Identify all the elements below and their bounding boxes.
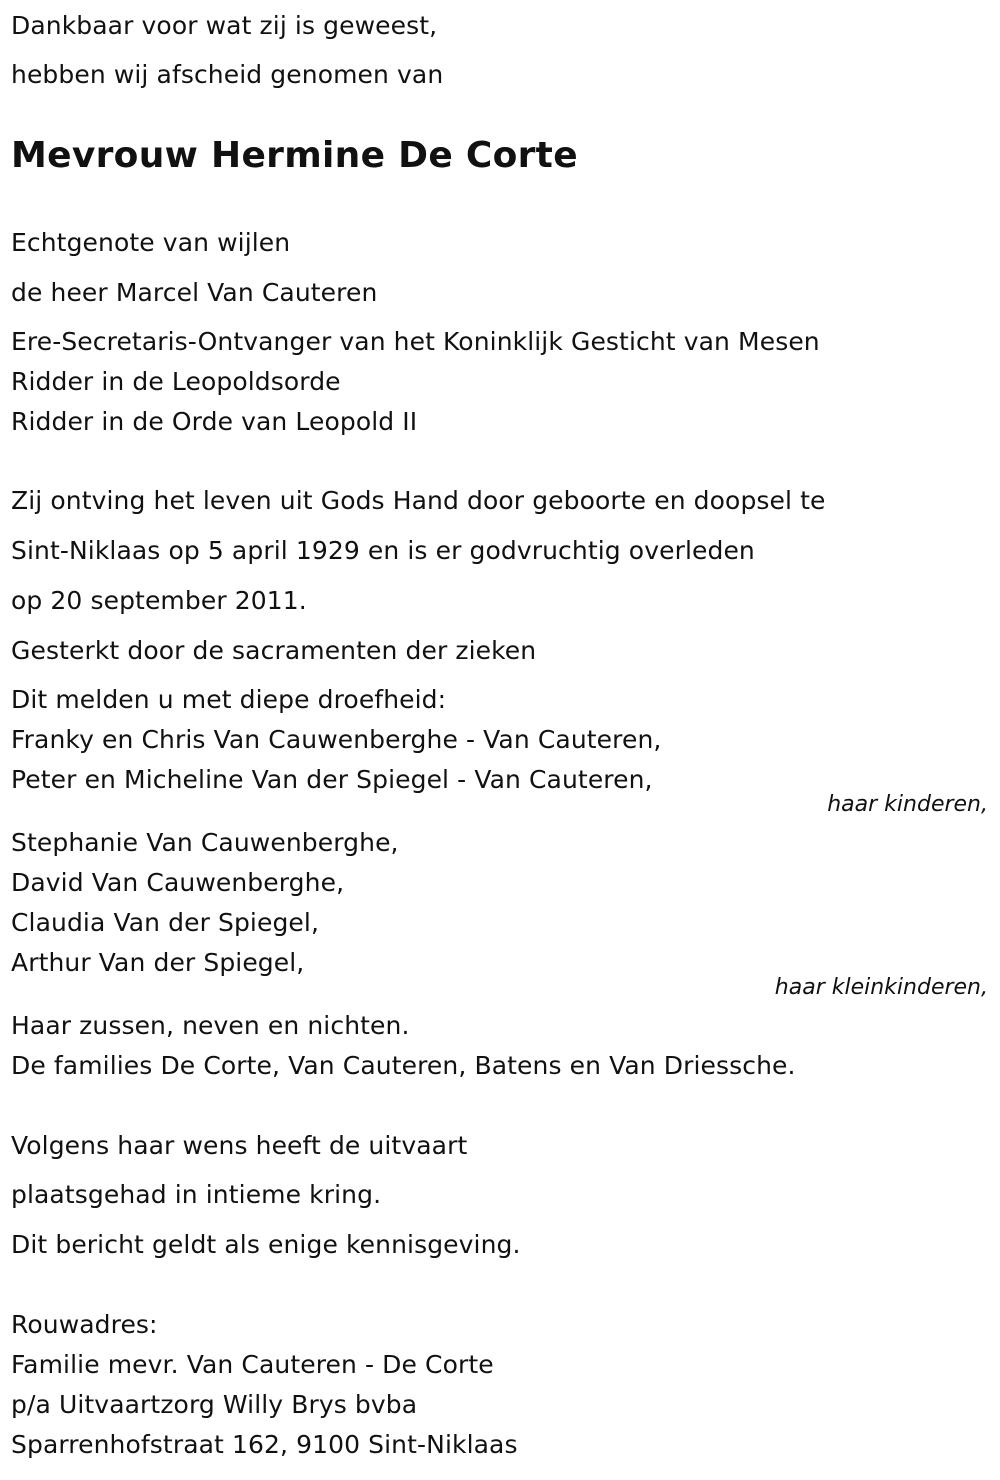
address-line-3: Sparrenhofstraat 162, 9100 Sint-Niklaas	[11, 1430, 518, 1459]
deceased-name: Mevrouw Hermine De Corte	[11, 135, 578, 176]
grandchildren-label: haar kleinkinderen,	[774, 975, 988, 1000]
funeral-line-3: Dit bericht geldt als enige kennisgeving.	[11, 1230, 521, 1259]
spouse-line-4: Ridder in de Leopoldsorde	[11, 367, 341, 396]
family-line-2: De families De Corte, Van Cauteren, Batens en Van Driessche.	[11, 1051, 796, 1080]
address-heading: Rouwadres:	[11, 1310, 158, 1339]
spouse-line-5: Ridder in de Orde van Leopold II	[11, 407, 418, 436]
spouse-line-2: de heer Marcel Van Cauteren	[11, 278, 378, 307]
grandchild-line-2: David Van Cauwenberghe,	[11, 868, 345, 897]
funeral-line-1: Volgens haar wens heeft de uitvaart	[11, 1131, 468, 1160]
address-line-2: p/a Uitvaartzorg Willy Brys bvba	[11, 1390, 418, 1419]
announcement-line: Dit melden u met diepe droefheid:	[11, 685, 447, 714]
address-line-1: Familie mevr. Van Cauteren - De Corte	[11, 1350, 494, 1379]
child-line-2: Peter en Micheline Van der Spiegel - Van Cauteren,	[11, 765, 653, 794]
child-line-1: Franky en Chris Van Cauwenberghe - Van Cauteren,	[11, 725, 662, 754]
life-line-1: Zij ontving het leven uit Gods Hand door geboorte en doopsel te	[11, 486, 826, 515]
family-line-1: Haar zussen, neven en nichten.	[11, 1011, 410, 1040]
intro-line-2: hebben wij afscheid genomen van	[11, 60, 444, 89]
spouse-line-3: Ere-Secretaris-Ontvanger van het Koninklijk Gesticht van Mesen	[11, 327, 820, 356]
grandchild-line-1: Stephanie Van Cauwenberghe,	[11, 828, 399, 857]
grandchild-line-3: Claudia Van der Spiegel,	[11, 908, 320, 937]
spouse-line-1: Echtgenote van wijlen	[11, 228, 291, 257]
children-label: haar kinderen,	[827, 792, 988, 817]
life-line-4: Gesterkt door de sacramenten der zieken	[11, 636, 537, 665]
life-line-2: Sint-Niklaas op 5 april 1929 en is er godvruchtig overleden	[11, 536, 755, 565]
grandchild-line-4: Arthur Van der Spiegel,	[11, 948, 305, 977]
funeral-line-2: plaatsgehad in intieme kring.	[11, 1180, 382, 1209]
life-line-3: op 20 september 2011.	[11, 586, 307, 615]
intro-line-1: Dankbaar voor wat zij is geweest,	[11, 11, 438, 40]
